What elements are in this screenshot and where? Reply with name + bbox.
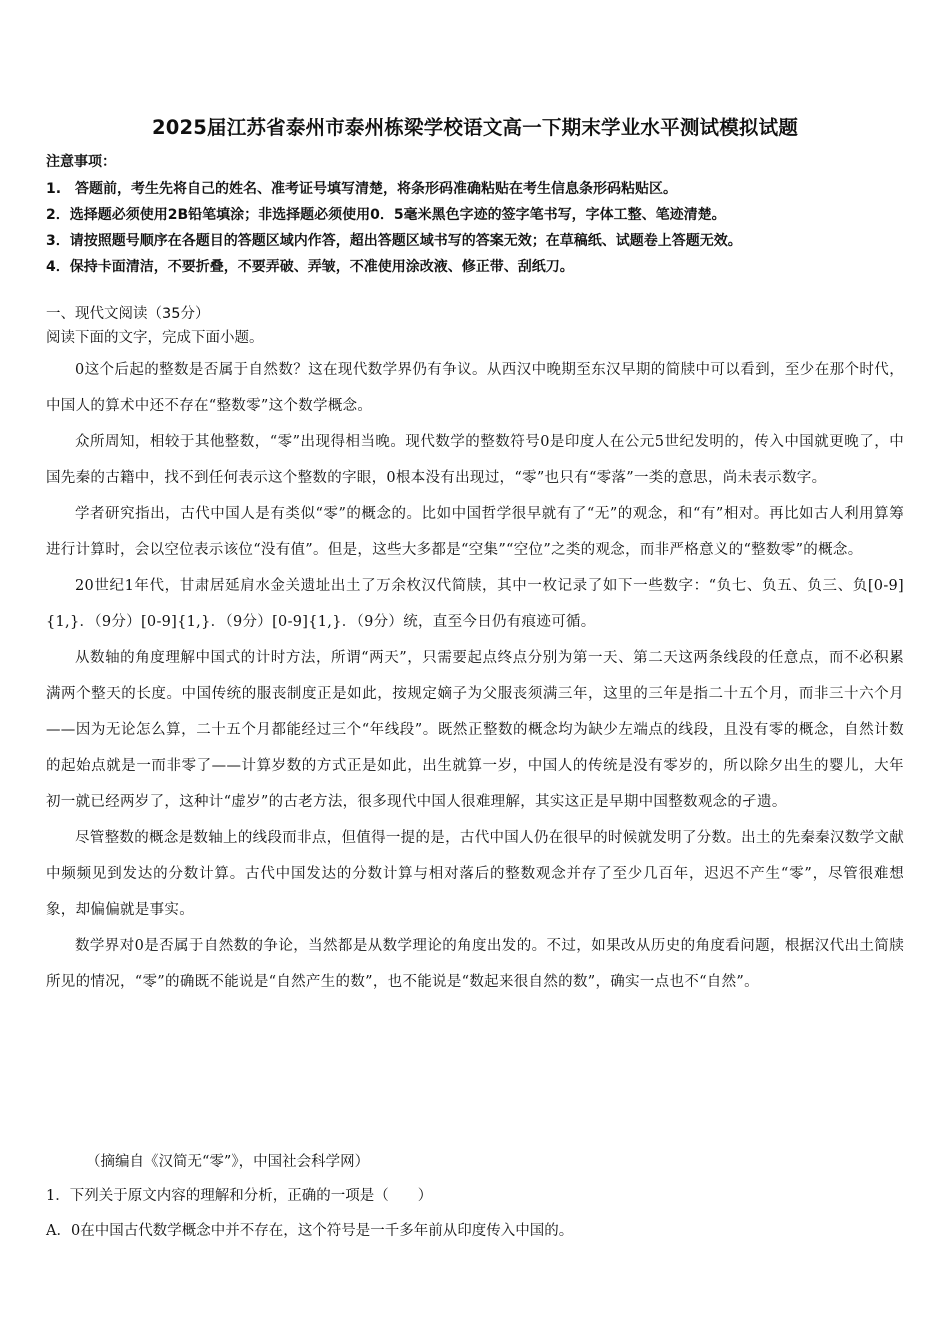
passage-paragraph: 学者研究指出，古代中国人是有类似“零”的概念的。比如中国哲学很早就有了“无”的观念，和“有”相对。再比如古人利用算筹进行计算时，会以空位表示该位“没有值”。但是，这些大多都是“空集”“空位”之类的观念，而非严格意义的“整数零”的概念。 (46, 506, 904, 558)
passage-paragraph: 20世纪1年代，甘肃居延肩水金关遗址出土了万余枚汉代简牍，其中一枚记录了如下一些数字：“负七、负五、负三、负[0-9]{1,}．（9分）[0-9]{1,}．（9分）[0-9]{1,}．（9分）统，直至今日仍有痕迹可循。 (46, 578, 904, 630)
reading-passage (46, 352, 904, 1000)
exam-title: 2025届江苏省泰州市泰州栋梁学校语文高一下期末学业水平测试模拟试题 (151, 116, 799, 139)
notice-item: 4．保持卡面清洁，不要折叠，不要弄破、弄皱，不准使用涂改液、修正带、刮纸刀。 (46, 259, 574, 275)
question-option-a: A．0在中国古代数学概念中并不存在，这个符号是一千多年前从印度传入中国的。 (46, 1223, 574, 1239)
notice-item: 2．选择题必须使用2B铅笔填涂；非选择题必须使用0．5毫米黑色字迹的签字笔书写，字体工整、笔迹清楚。 (46, 207, 726, 223)
notice-heading: 注意事项： (46, 154, 116, 170)
passage-paragraph: 0这个后起的整数是否属于自然数？这在现代数学界仍有争议。从西汉中晚期至东汉早期的简牍中可以看到，至少在那个时代，中国人的算术中还不存在“整数零”这个数学概念。 (46, 362, 904, 414)
passage-source: （摘编自《汉简无“零”》，中国社会科学网） (86, 1154, 370, 1170)
passage-paragraph: 从数轴的角度理解中国式的计时方法，所谓“两天”，只需要起点终点分别为第一天、第二天这两条线段的任意点，而不必积累满两个整天的长度。中国传统的服丧制度正是如此，按规定嫡子为父服丧须满三年，这里的三年是指二十五个月，而非三十六个月——因为无论怎么算，二十五个月都能经过三个“年线段”。既然正整数的概念均为缺少左端点的线段，且没有零的概念，自然计数的起始点就是一而非零了——计算岁数的方式正是如此，出生就算一岁，中国人的传统是没有零岁的，所以除夕出生的婴儿，大年初一就已经两岁了，这种计“虚岁”的古老方法，很多现代中国人很难理解，其实这正是早期中国整数观念的孑遗。 (46, 650, 904, 810)
passage-paragraph: 数学界对0是否属于自然数的争论，当然都是从数学理论的角度出发的。不过，如果改从历史的角度看问题，根据汉代出土简牍所见的情况，“零”的确既不能说是“自然产生的数”，也不能说是“数起来很自然的数”，确实一点也不“自然”。 (46, 938, 904, 990)
passage-paragraph: 尽管整数的概念是数轴上的线段而非点，但值得一提的是，古代中国人仍在很早的时候就发明了分数。出土的先秦秦汉数学文献中频频见到发达的分数计算。古代中国发达的分数计算与相对落后的整数观念并存了至少几百年，迟迟不产生“零”，尽管很难想象，却偏偏就是事实。 (46, 830, 904, 918)
section-intro: 阅读下面的文字，完成下面小题。 (46, 330, 264, 346)
question-stem: 1．下列关于原文内容的理解和分析，正确的一项是（ ） (46, 1188, 433, 1204)
passage-paragraph: 众所周知，相较于其他整数，“零”出现得相当晚。现代数学的整数符号0是印度人在公元5世纪发明的，传入中国就更晚了，中国先秦的古籍中，找不到任何表示这个整数的字眼，0根本没有出现过，“零”也只有“零落”一类的意思，尚未表示数字。 (46, 434, 904, 486)
notice-item: 1. 答题前，考生先将自己的姓名、准考证号填写清楚，将条形码准确粘贴在考生信息条形码粘贴区。 (46, 181, 678, 197)
notice-item: 3．请按照题号顺序在各题目的答题区域内作答，超出答题区域书写的答案无效；在草稿纸、试题卷上答题无效。 (46, 233, 742, 249)
section-heading: 一、现代文阅读（35分） (46, 306, 210, 322)
